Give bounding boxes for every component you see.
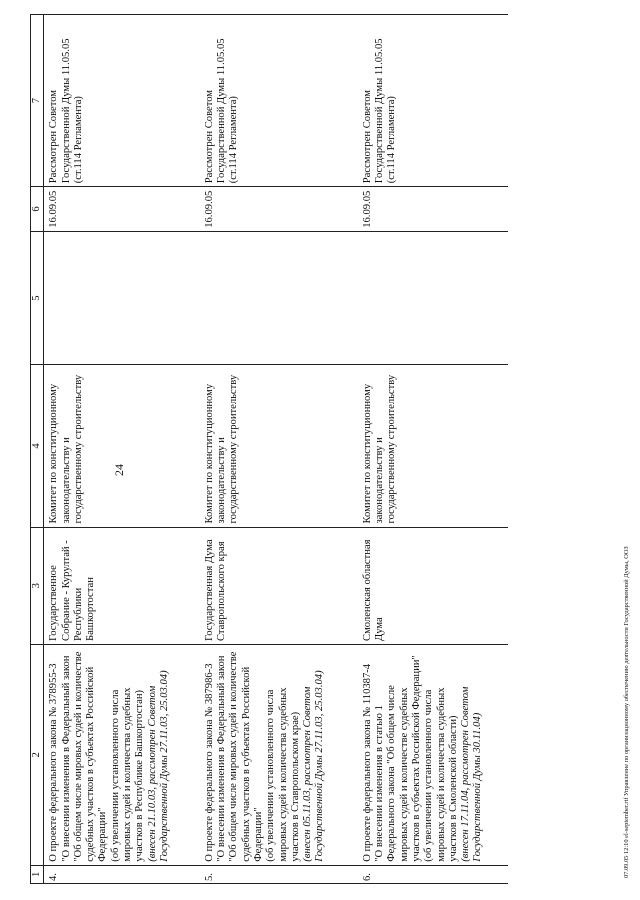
col5-cell	[44, 231, 200, 365]
committee-cell: Комитет по конституционному законодательству и государственному строительству	[200, 365, 358, 527]
date-cell: 16.09.05	[358, 187, 508, 232]
row-number: 6.	[358, 865, 508, 883]
bill-title-line: О проекте федерального закона № 110387-4	[361, 663, 373, 862]
bill-description	[44, 645, 200, 866]
status-cell: Рассмотрен Советом Государственной Думы 11.05.05 (ст.114 Регламента)	[358, 15, 508, 187]
bill-history: (внесен 05.11.03, рассмотрен Советом Государственной Думы 27.11.03, 25.03.04)	[302, 670, 326, 862]
col5-cell	[200, 231, 358, 365]
bill-note: (об увеличении установленного числа мировых судей и количества судебных участков в Смоленской области)	[423, 687, 459, 862]
initiator-cell: Государственная Дума Ставропольского края	[200, 527, 358, 644]
committee-cell: Комитет по конституционному законодательству и государственному строительству	[358, 365, 508, 527]
date-cell: 16.09.05	[200, 187, 358, 232]
date-cell: 16.09.05	[44, 187, 200, 232]
bill-title-line: О проекте федерального закона № 378955-3	[48, 663, 60, 862]
bill-title-line: О проекте федерального закона № 387986-3	[203, 663, 215, 862]
initiator-cell: Смоленская областная Дума	[358, 527, 508, 644]
row-number: 5.	[200, 865, 358, 883]
header-col-3: 3	[31, 527, 44, 644]
bill-description	[358, 645, 508, 866]
status-cell: Рассмотрен Советом Государственной Думы 11.05.05 (ст.114 Регламента)	[200, 15, 358, 187]
row-number: 4.	[44, 865, 200, 883]
bill-note: (об увеличении установленного числа мировых судей и количества судебных участков в Республике Башкортостан)	[109, 687, 146, 862]
table-header-row	[31, 15, 44, 884]
status-cell: Рассмотрен Советом Государственной Думы 11.05.05 (ст.114 Регламента)	[44, 15, 200, 187]
header-col-5: 5	[31, 231, 44, 365]
header-col-4: 4	[31, 365, 44, 527]
header-col-2: 2	[31, 645, 44, 866]
page-number: 24	[112, 464, 126, 476]
col5-cell	[358, 231, 508, 365]
bill-note: (об увеличении установленного числа мировых судей и количества судебных участков в Ставропольском крае)	[265, 687, 301, 862]
bill-history: (внесен 17.11.04, рассмотрен Советом Государственной Думы 30.11.04)	[460, 686, 484, 862]
committee-cell: Комитет по конституционному законодательству и государственному строительству	[44, 365, 200, 527]
bill-name: "О внесении изменения в Федеральный закон "Об общем числе мировых судей и количестве судебных участков в субъектах Российской Федерации"	[216, 651, 264, 862]
table-row	[358, 15, 508, 884]
initiator-cell: Государственное Собрание - Курултай - Республики Башкортостан	[44, 527, 200, 644]
header-col-6: 6	[31, 187, 44, 232]
table-row	[44, 15, 200, 884]
bill-history: (внесен 21.10.03, рассмотрен Советом Государственной Думы 27.11.03, 25.03.04)	[146, 670, 170, 862]
header-col-1: 1	[31, 865, 44, 883]
document-footer: 07.09.05 12:10 el-september.rtf Управление по организационному обеспечению деятельности Государственной Думы, ООЗ	[623, 546, 630, 878]
bills-table	[30, 14, 508, 884]
table-row	[200, 15, 358, 884]
header-col-7: 7	[31, 15, 44, 187]
bill-name: "О внесении изменения в статью 1 Федерального закона "Об общем числе мировых судей и количестве судебных участков в субъектах Российской Федерации"	[374, 655, 422, 862]
bill-description	[200, 645, 358, 866]
bill-name: "О внесении изменения в Федеральный закон "Об общем числе мировых судей и количестве судебных участков в субъектах Российской Федерации"	[60, 651, 109, 862]
